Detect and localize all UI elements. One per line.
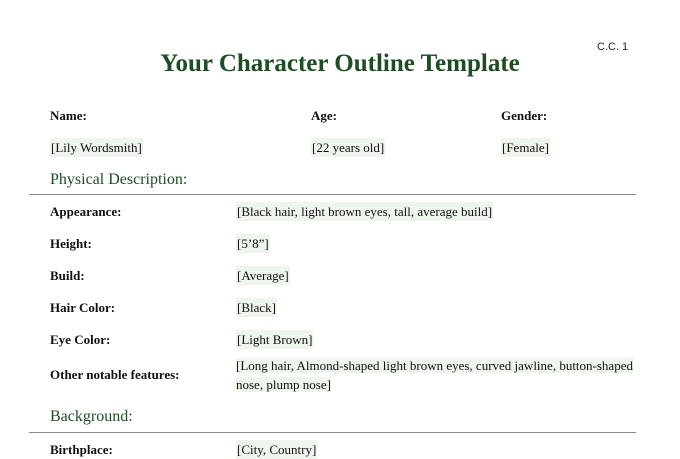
name-value[interactable]: [Lily Wordsmith]	[51, 140, 142, 155]
gender-value[interactable]: [Female]	[502, 140, 549, 155]
build-label: Build:	[50, 268, 85, 283]
age-value[interactable]: [22 years old]	[312, 140, 385, 155]
appearance-value[interactable]: [Black hair, light brown eyes, tall, average build]	[237, 204, 493, 219]
physical-description-heading: Physical Description:	[50, 171, 188, 188]
background-heading: Background:	[50, 408, 133, 425]
build-value[interactable]: [Average]	[237, 268, 289, 283]
gender-label: Gender:	[501, 108, 548, 123]
eye-color-label: Eye Color:	[50, 332, 111, 347]
appearance-label: Appearance:	[50, 204, 122, 219]
section-divider	[29, 432, 636, 433]
birthplace-label: Birthplace:	[50, 442, 113, 457]
section-divider	[29, 194, 636, 195]
height-value[interactable]: [5’8”]	[237, 236, 269, 251]
eye-color-value[interactable]: [Light Brown]	[237, 332, 313, 347]
other-features-value[interactable]	[236, 356, 636, 394]
height-label: Height:	[50, 236, 92, 251]
birthplace-value[interactable]: [City, Country]	[237, 442, 317, 457]
age-label: Age:	[311, 108, 337, 123]
other-features-text: [Long hair, Almond-shaped light brown eyes, curved jawline, button-shaped nose, plump nose]	[236, 358, 633, 392]
other-features-label: Other notable features:	[50, 367, 180, 382]
page-id: C.C. 1	[597, 41, 629, 53]
document-title: Your Character Outline Template	[160, 50, 520, 77]
hair-color-label: Hair Color:	[50, 300, 116, 315]
hair-color-value[interactable]: [Black]	[237, 300, 276, 315]
name-label: Name:	[50, 108, 87, 123]
